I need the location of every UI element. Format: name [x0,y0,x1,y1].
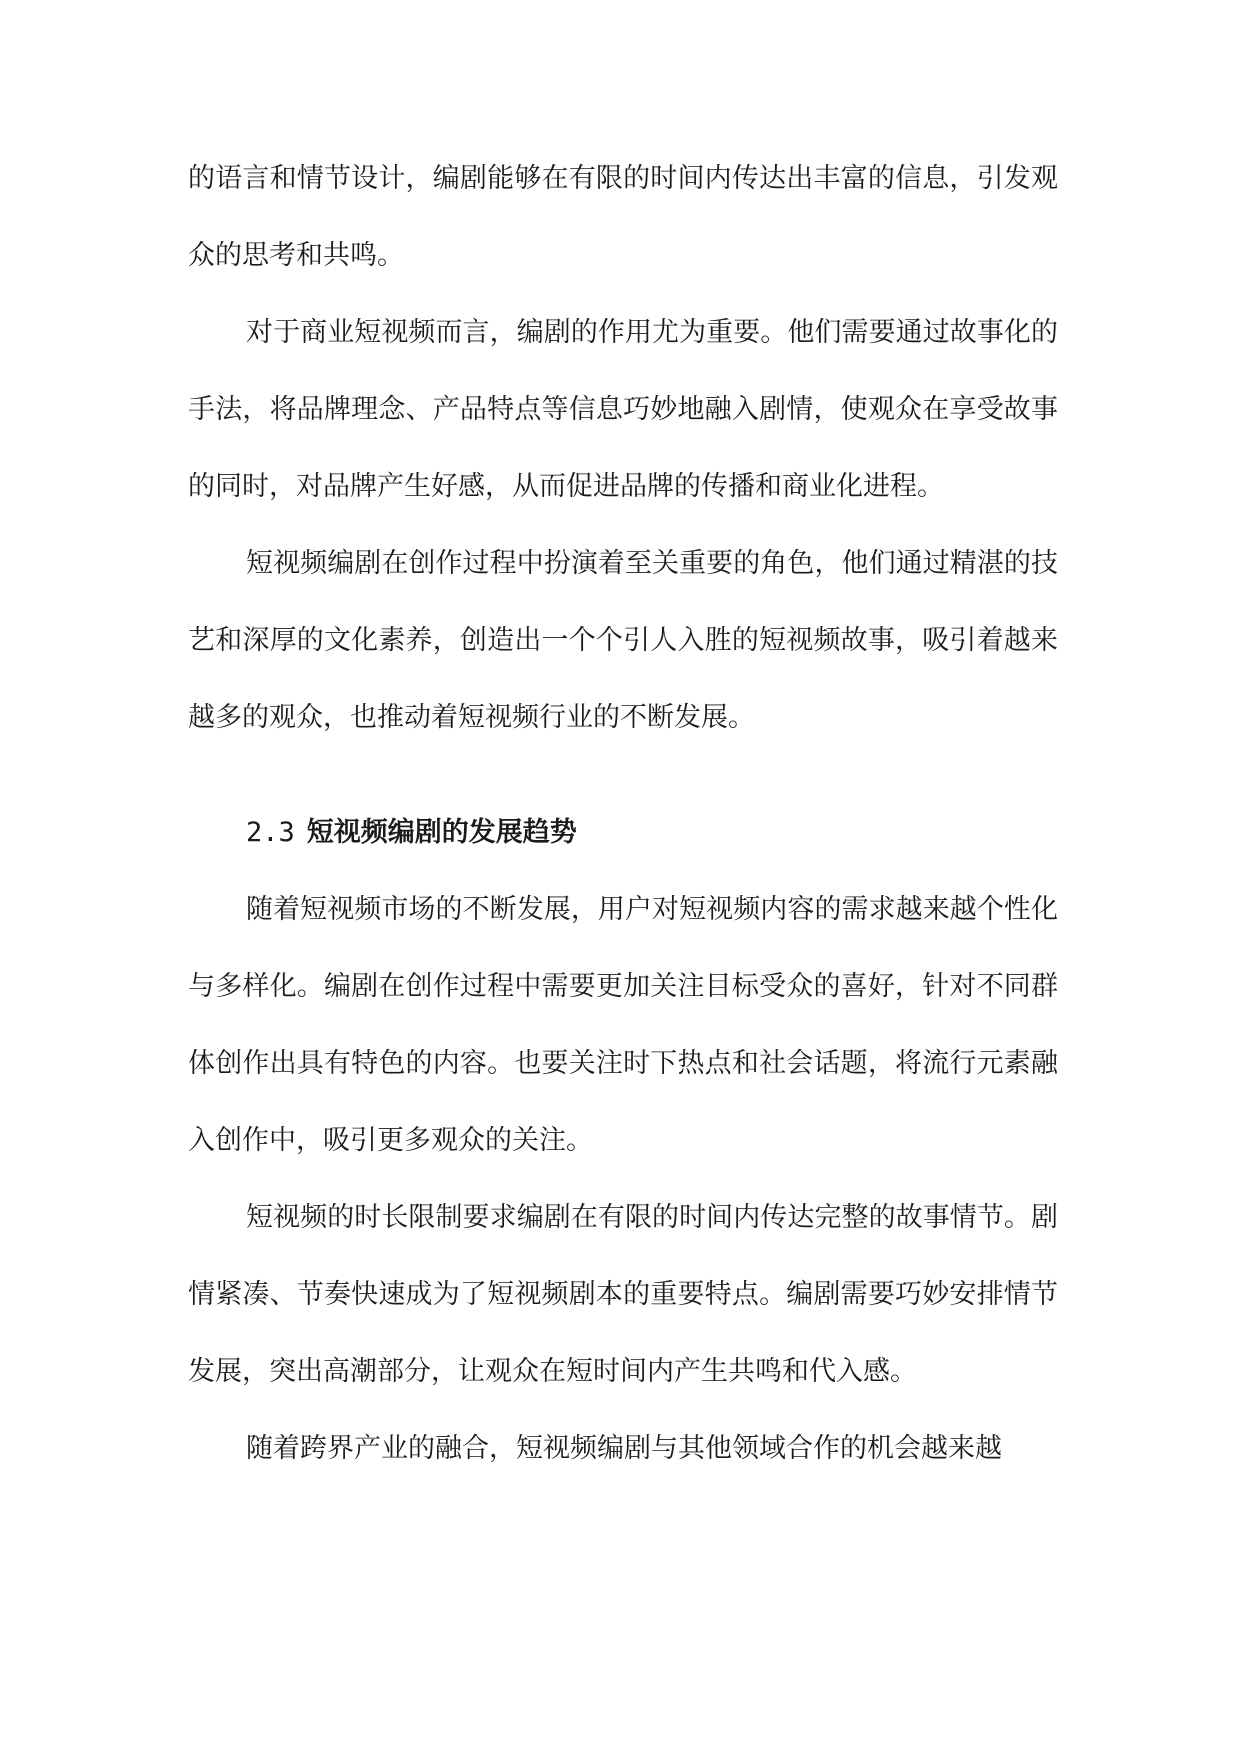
paragraph-cross-industry: 随着跨界产业的融合，短视频编剧与其他领域合作的机会越来越 [246,1433,1002,1464]
paragraph-duration-limit: 短视频的时长限制要求编剧在有限的时间内传达完整的故事情节。剧情紧凑、节奏快速成为了短视频剧本的重要特点。编剧需要巧妙安排情节发展，突出高潮部分，让观众在短时间内产生共鸣和代入感。 [188,1202,1058,1387]
paragraph-personalization: 随着短视频市场的不断发展，用户对短视频内容的需求越来越个性化与多样化。编剧在创作过程中需要更加关注目标受众的喜好，针对不同群体创作出具有特色的内容。也要关注时下热点和社会话题，将流行元素融入创作中，吸引更多观众的关注。 [188,894,1058,1156]
section-heading [188,794,1058,871]
section-number: 2.3 [246,817,295,848]
paragraph-commercial-video: 对于商业短视频而言，编剧的作用尤为重要。他们需要通过故事化的手法，将品牌理念、产品特点等信息巧妙地融入剧情，使观众在享受故事的同时，对品牌产生好感，从而促进品牌的传播和商业化进程。 [188,317,1058,502]
paragraph-continuation: 的语言和情节设计，编剧能够在有限的时间内传达出丰富的信息，引发观众的思考和共鸣。 [188,163,1058,271]
document-body [188,140,1058,1487]
paragraph-screenwriter-role: 短视频编剧在创作过程中扮演着至关重要的角色，他们通过精湛的技艺和深厚的文化素养，创造出一个个引人入胜的短视频故事，吸引着越来越多的观众，也推动着短视频行业的不断发展。 [188,548,1058,733]
section-title: 短视频编剧的发展趋势 [306,817,577,848]
